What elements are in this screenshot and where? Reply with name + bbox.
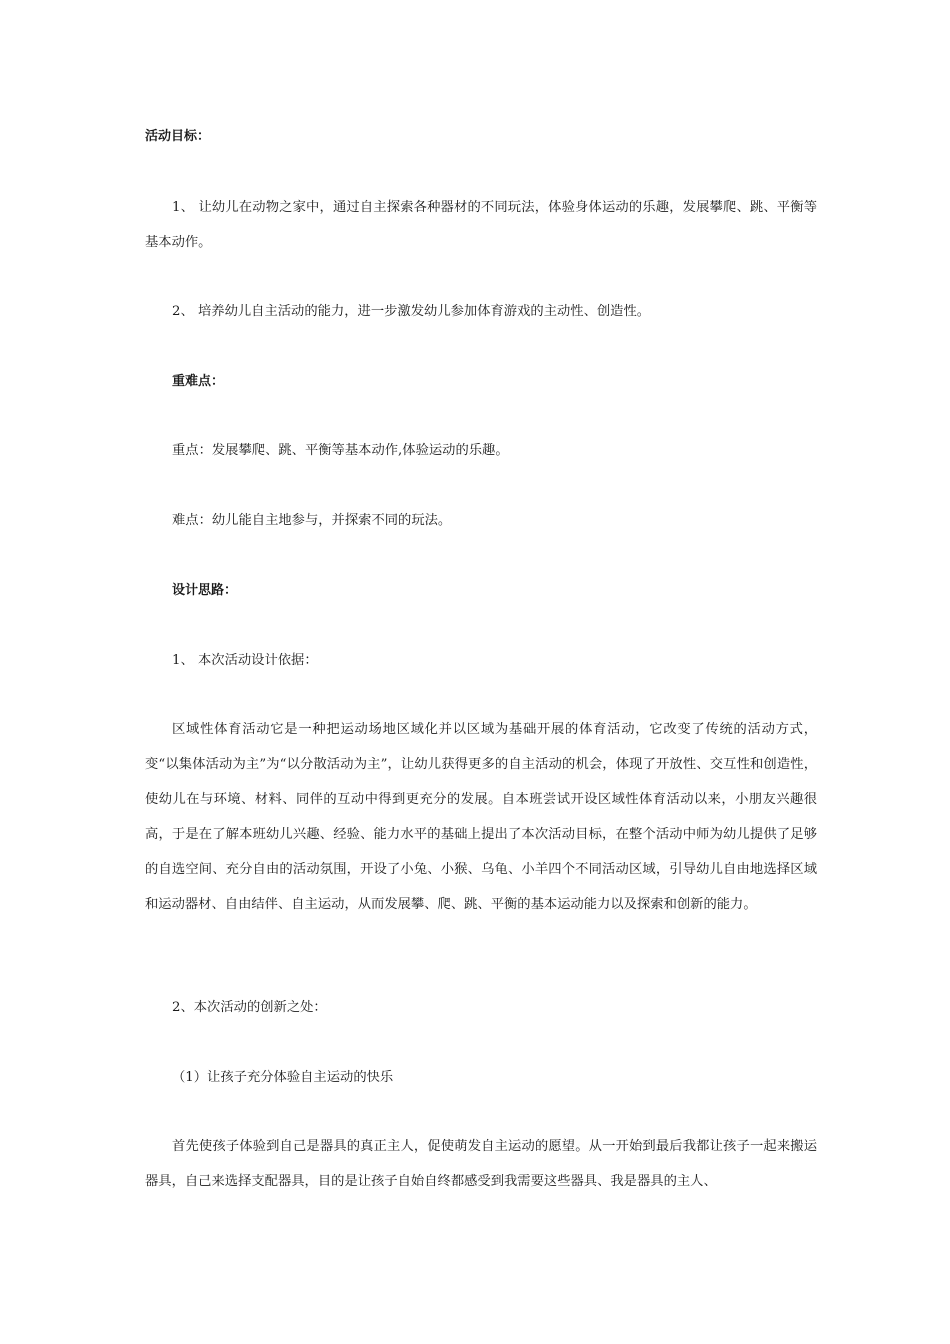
heading-key-points: 重难点： (172, 374, 225, 389)
innovation-body: 首先使孩子体验到自己是器具的真正主人，促使萌发自主运动的愿望。从一开始到最后我都让孩子一起来搬运器具，自己来选择支配器具，目的是让孩子自始自终都感受到我需要这些器具、我是器具的主人、 (145, 1139, 817, 1189)
goal-item-1: 1、 让幼儿在动物之家中，通过自主探索各种器材的不同玩法，体验身体运动的乐趣，发展攀爬、跳、平衡等基本动作。 (145, 200, 817, 250)
heading-activity-goals: 活动目标： (145, 129, 211, 144)
innovation-subtitle-1: （1）让孩子充分体验自主运动的快乐 (172, 1070, 394, 1085)
heading-design-ideas: 设计思路： (172, 583, 238, 598)
difficulty-point: 难点：幼儿能自主地参与，并探索不同的玩法。 (172, 513, 452, 528)
innovation-title: 2、本次活动的创新之处： (172, 1000, 327, 1015)
design-basis-title: 1、 本次活动设计依据： (172, 653, 318, 668)
document-page (145, 0, 817, 1344)
key-point: 重点：发展攀爬、跳、平衡等基本动作,体验运动的乐趣。 (172, 443, 509, 458)
goal-item-2: 2、 培养幼儿自主活动的能力，进一步激发幼儿参加体育游戏的主动性、创造性。 (172, 304, 651, 319)
design-basis-body: 区域性体育活动它是一种把运动场地区域化并以区域为基础开展的体育活动，它改变了传统的活动方式，变“以集体活动为主”为“以分散活动为主”，让幼儿获得更多的自主活动的机会，体现了开放性、交互性和创造性，使幼儿在与环境、材料、同伴的互动中得到更充分的发展。自本班尝试开设区域性体育活动以来，小朋友兴趣很高，于是在了解本班幼儿兴趣、经验、能力水平的基础上提出了本次活动目标，在整个活动中师为幼儿提供了足够的自选空间、充分自由的活动氛围，开设了小兔、小猴、乌龟、小羊四个不同活动区域，引导幼儿自由地选择区域和运动器材、自由结伴、自主运动，从而发展攀、爬、跳、平衡的基本运动能力以及探索和创新的能力。 (145, 722, 817, 912)
